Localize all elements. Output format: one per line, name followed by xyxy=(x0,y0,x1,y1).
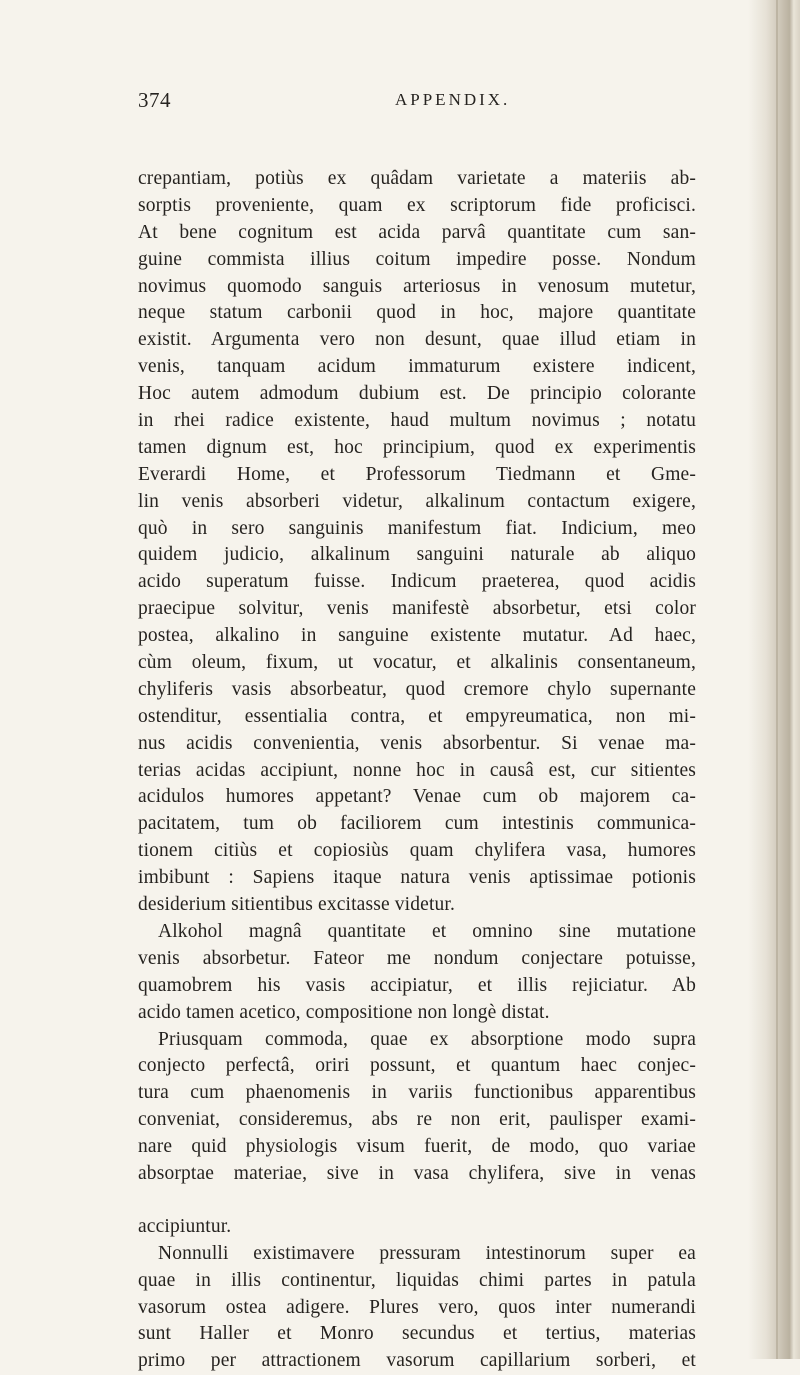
text-line: quidem judicio, alkalinum sanguini naturale ab aliquo xyxy=(138,544,696,566)
text-line: quò in sero sanguinis manifestum fiat. Indicium, meo xyxy=(138,517,696,539)
text-line: postea, alkalino in sanguine existente mutatur. Ad haec, xyxy=(138,625,696,647)
text-line: imbibunt : Sapiens itaque natura venis aptissimae potionis xyxy=(138,867,696,889)
text-line: conjecto perfectâ, oriri possunt, et quantum haec conjec- xyxy=(138,1055,696,1077)
page-edge-shadow xyxy=(748,0,800,1359)
text-line: acidulos humores appetant? Venae cum ob majorem ca- xyxy=(138,786,696,808)
text-line: Alkohol magnâ quantitate et omnino sine mutatione xyxy=(158,920,696,942)
page-number: 374 xyxy=(138,88,171,112)
text-line: Everardi Home, et Professorum Tiedmann et Gme- xyxy=(138,463,696,485)
text-line: venis absorbetur. Fateor me nondum conjectare potuisse, xyxy=(138,947,696,969)
text-line: accipiuntur. xyxy=(138,1215,232,1237)
text-line: nus acidis convenientia, venis absorbentur. Si venae ma- xyxy=(138,732,696,754)
text-line: quamobrem his vasis accipiatur, et illis rejiciatur. Ab xyxy=(138,974,696,996)
text-line: At bene cognitum est acida parvâ quantitate cum san- xyxy=(138,221,696,243)
text-line: desiderium sitientibus excitasse videtur. xyxy=(138,894,456,916)
text-line: existit. Argumenta vero non desunt, quae illud etiam in xyxy=(138,329,696,351)
text-line: vasorum ostea adigere. Plures vero, quos inter numerandi xyxy=(138,1296,696,1318)
text-line: Nonnulli existimavere pressuram intestinorum super ea xyxy=(158,1242,696,1264)
page-header xyxy=(138,88,688,112)
text-line: terias acidas accipiunt, nonne hoc in causâ est, cur sitientes xyxy=(138,759,696,781)
text-line: crepantiam, potiùs ex quâdam varietate a materiis ab- xyxy=(138,168,696,189)
text-line: guine commista illius coitum impedire posse. Nondum xyxy=(138,248,696,270)
text-line: nare quid physiologis visum fuerit, de modo, quo variae xyxy=(138,1136,696,1158)
text-line: novimus quomodo sanguis arteriosus in venosum mutetur, xyxy=(138,275,696,297)
text-line: venis, tanquam acidum immaturum existere indicent, xyxy=(138,356,696,378)
running-head: APPENDIX. xyxy=(395,90,511,109)
text-line: quae in illis continentur, liquidas chimi partes in patula xyxy=(138,1269,696,1291)
text-line: tamen dignum est, hoc principium, quod ex experimentis xyxy=(138,436,696,458)
text-line: primo per attractionem vasorum capillarium sorberi, et xyxy=(138,1350,696,1372)
text-line: Priusquam commoda, quae ex absorptione modo supra xyxy=(158,1028,696,1050)
text-line: ostenditur, essentialia contra, et empyreumatica, non mi- xyxy=(138,705,696,727)
text-line: praecipue solvitur, venis manifestè absorbetur, etsi color xyxy=(138,598,696,620)
text-line: sorptis proveniente, quam ex scriptorum fide proficisci. xyxy=(138,194,696,216)
text-line: acido tamen acetico, compositione non longè distat. xyxy=(138,1001,550,1023)
text-line: lin venis absorberi videtur, alkalinum contactum exigere, xyxy=(138,490,696,512)
text-line: absorptae materiae, sive in vasa chylifera, sive in venas xyxy=(138,1162,696,1184)
body-text xyxy=(138,166,696,1375)
text-line: Hoc autem admodum dubium est. De principio colorante xyxy=(138,383,696,405)
text-line: neque statum carbonii quod in hoc, majore quantitate xyxy=(138,302,696,324)
text-line: acido superatum fuisse. Indicum praeterea, quod acidis xyxy=(138,571,696,593)
page-edge-line xyxy=(776,0,778,1359)
text-line: chyliferis vasis absorbeatur, quod cremore chylo supernante xyxy=(138,678,696,700)
text-line: in rhei radice existente, haud multum novimus ; notatu xyxy=(138,410,696,432)
text-line: tionem citiùs et copiosiùs quam chylifera vasa, humores xyxy=(138,840,696,862)
text-line: tura cum phaenomenis in variis functionibus apparentibus xyxy=(138,1082,696,1104)
text-line: cùm oleum, fixum, ut vocatur, et alkalinis consentaneum, xyxy=(138,652,696,674)
text-line: sunt Haller et Monro secundus et tertius, materias xyxy=(138,1323,696,1345)
text-line: conveniat, consideremus, abs re non erit, paulisper exami- xyxy=(138,1109,696,1131)
text-line: pacitatem, tum ob faciliorem cum intestinis communica- xyxy=(138,813,696,835)
